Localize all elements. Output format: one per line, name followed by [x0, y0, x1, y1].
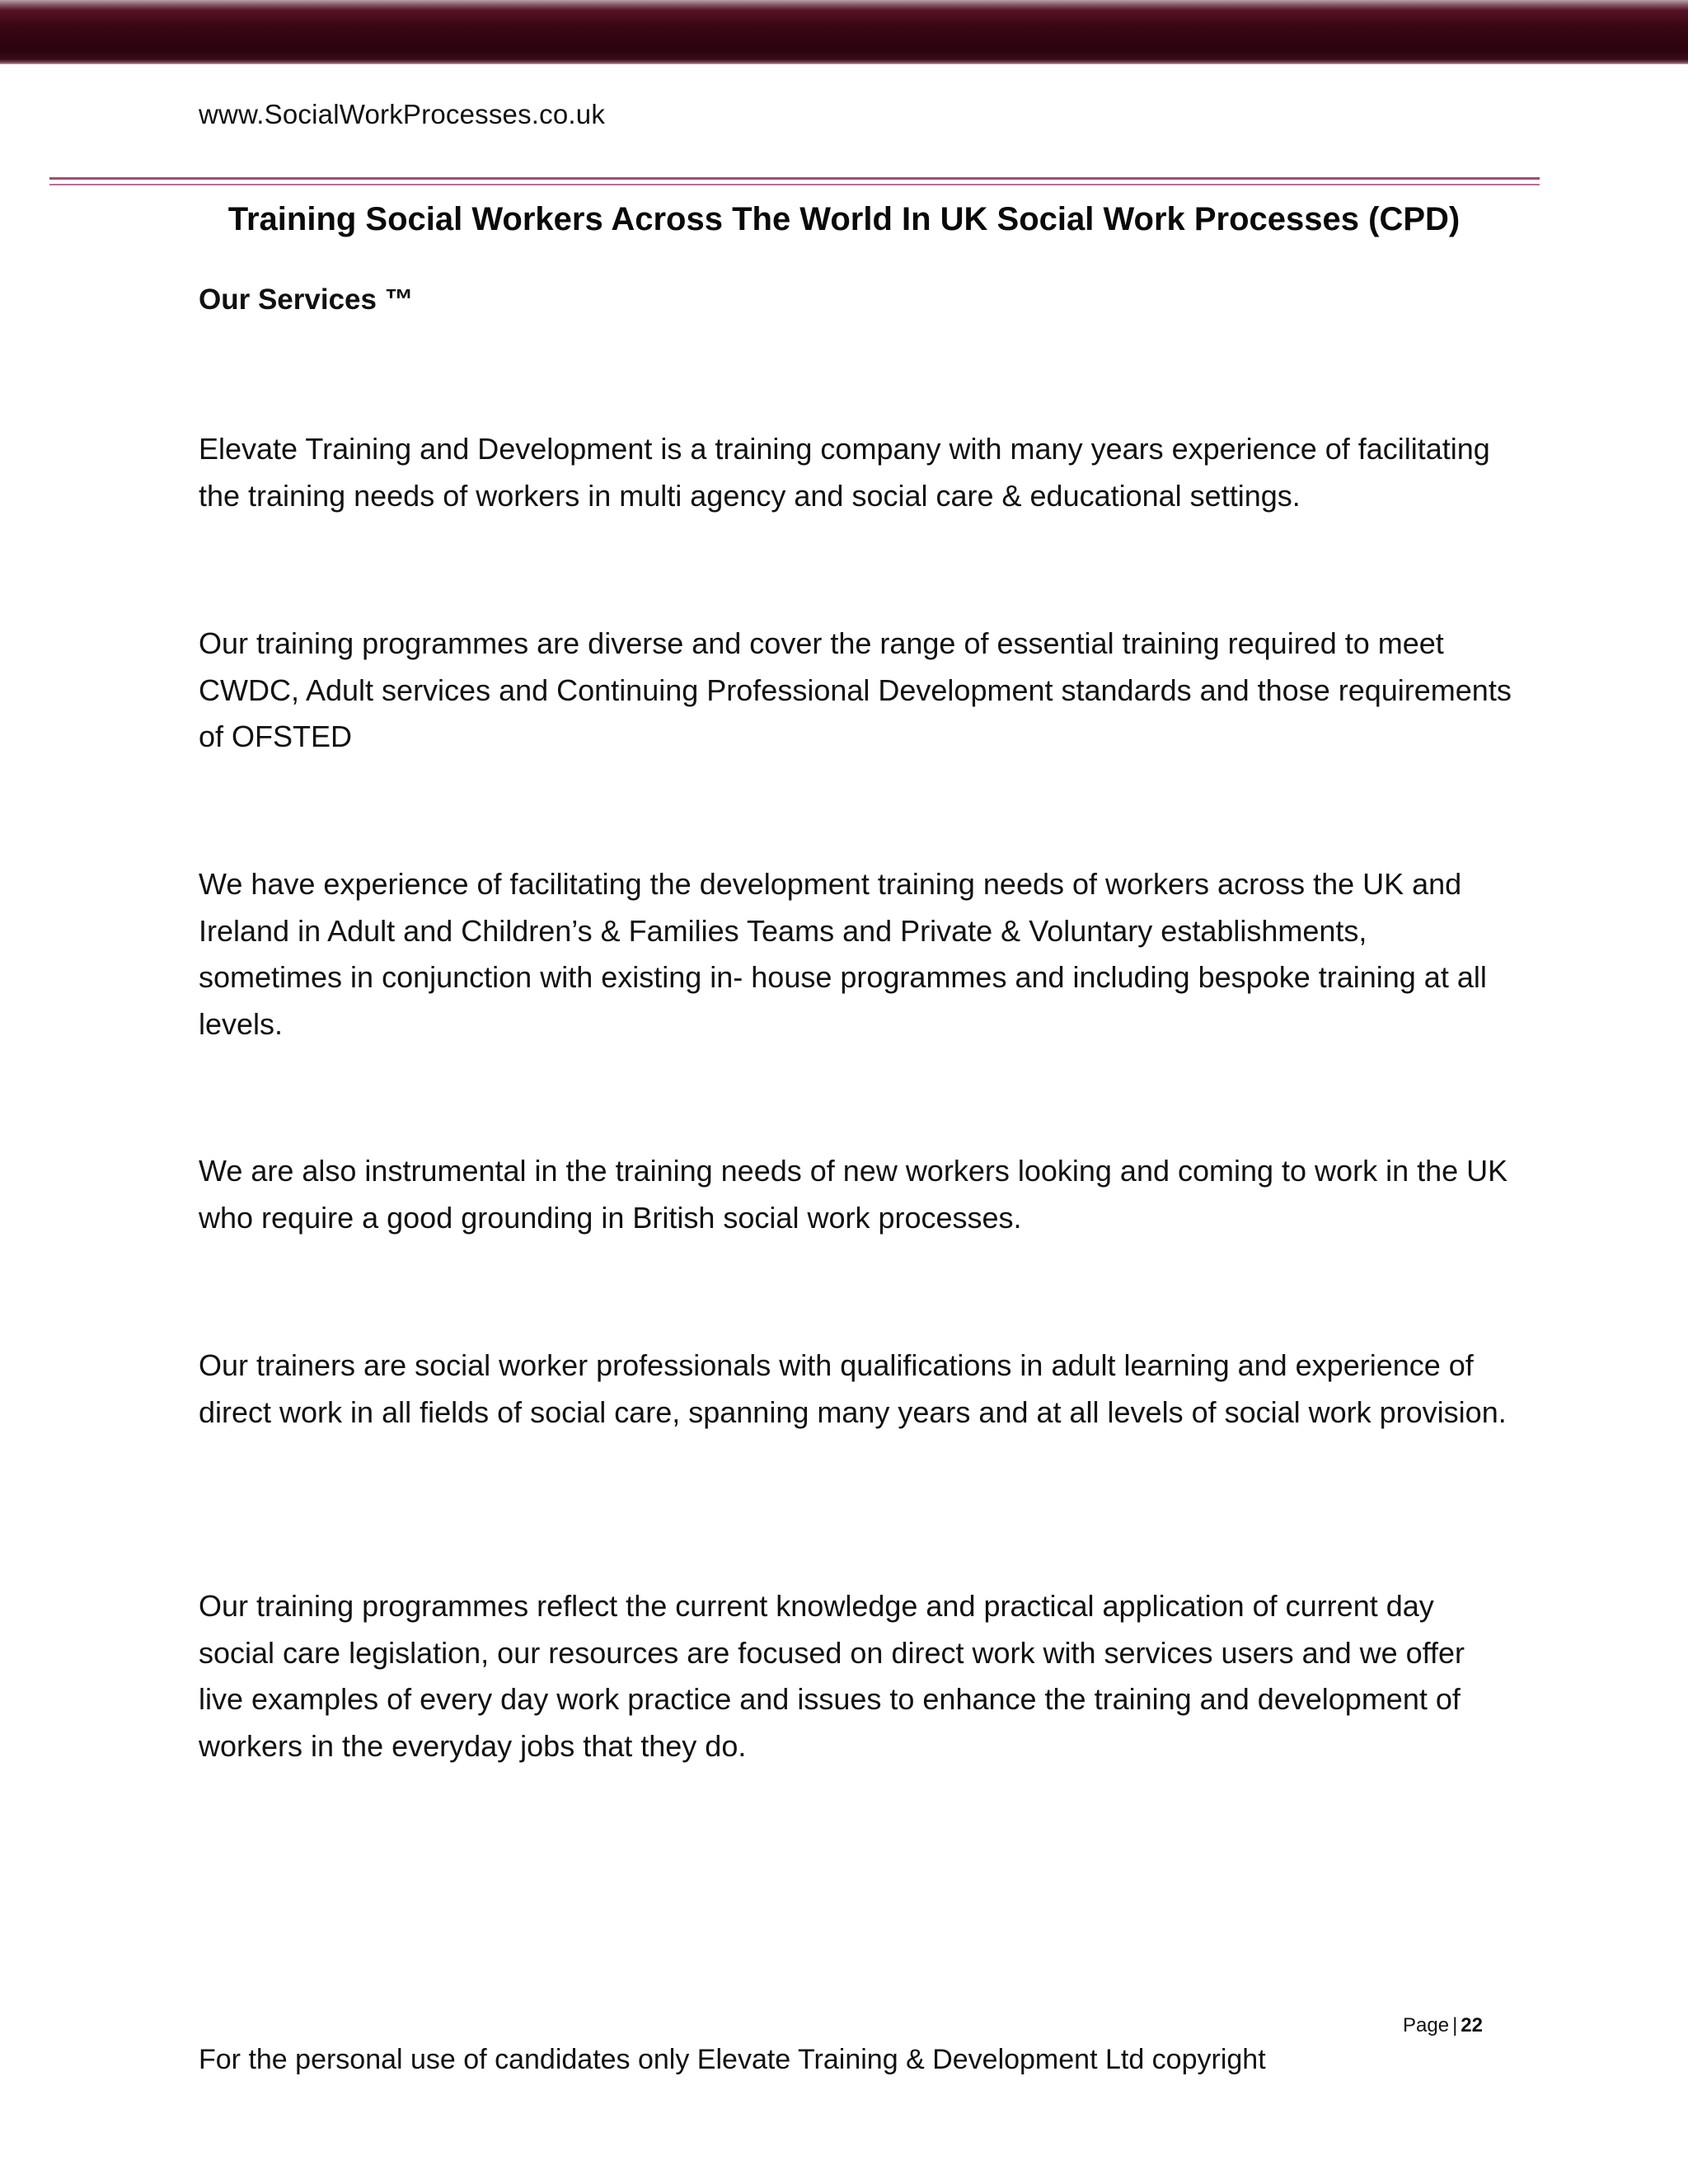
page-separator: | [1452, 2014, 1458, 2036]
paragraph: We are also instrumental in the training needs of new workers looking and coming to work in the UK who require a good grounding in British social work processes. [199, 1154, 1508, 1235]
header-rule-secondary [49, 184, 1540, 185]
site-url: www.SocialWorkProcesses.co.uk [199, 99, 606, 129]
document-title: Training Social Workers Across The World In UK Social Work Processes (CPD) [227, 201, 1461, 237]
paragraph: Our training programmes reflect the current knowledge and practical application of current day social care legislation, our resources are focused on direct work with services users and we offer live examples of every day work practice and issues to enhance the training and development of workers in the everyday jobs that they do. [199, 1589, 1465, 1763]
header-band [0, 0, 1688, 64]
page-number-value: 22 [1461, 2014, 1483, 2036]
section-title: Our Services ™ [199, 284, 414, 316]
paragraph: Elevate Training and Development is a training company with many years experience of facilitating the training needs of workers in multi agency and social care & educational settings. [199, 432, 1490, 513]
header-rule [49, 177, 1540, 180]
paragraph: Our training programmes are diverse and cover the range of essential training required to meet CWDC, Adult services and Continuing Professional Development standards and those requirements of OFSTED [199, 626, 1512, 753]
page-number [1403, 2014, 1483, 2037]
page-label: Page [1403, 2014, 1450, 2036]
paragraph: Our trainers are social worker professionals with qualifications in adult learning and experience of direct work in all fields of social care, spanning many years and at all levels of social work provision. [199, 1348, 1507, 1429]
paragraph: We have experience of facilitating the development training needs of workers across the UK and Ireland in Adult and Children’s & Families Teams and Private & Voluntary establishments, sometimes in conjunction with existing in- house programmes and including bespoke training at all levels. [199, 867, 1487, 1041]
footer-copyright: For the personal use of candidates only Elevate Training & Development Ltd copyright [199, 2044, 1266, 2075]
